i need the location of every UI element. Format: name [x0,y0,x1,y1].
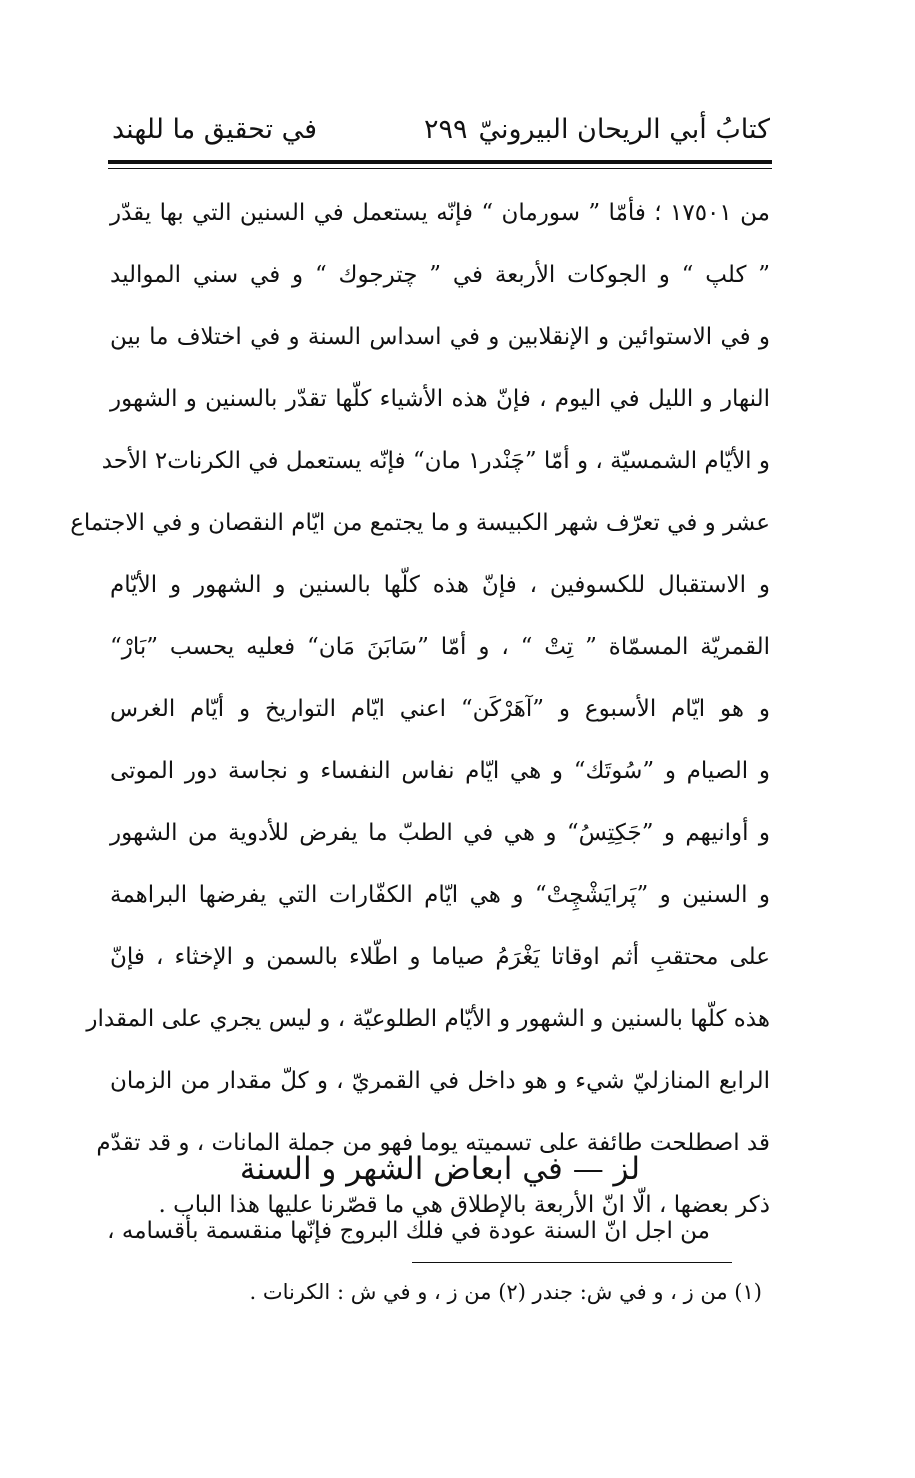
text-line: النهار و الليل في اليوم ، فإنّ هذه الأشياء كلّها تقدّر بالسنين و الشهور [110,386,770,412]
text-line: و في الاستوائين و الإنقلابين و في اسداس السنة و في اختلاف ما بين [110,324,770,350]
text-line: و السنين و ”پَرايَشْچِتْ“ و هي ايّام الكفّارات التي يفرضها البراهمة [110,882,770,908]
text-line: على محتقبِ أثم اوقاتا يَغْرَمُ صياما و اطّلاء بالسمن و الإخثاء ، فإنّ [110,944,770,970]
footnote-rule [412,1262,732,1263]
main-text [70,182,771,1236]
text-line: قد اصطلحت طائفة على تسميته يوما فهو من جملة المانات ، و قد تقدّم [96,1130,770,1156]
text-line: عشر و في تعرّف شهر الكبيسة و ما يجتمع من ايّام النقصان و في الاجتماع [70,510,770,536]
page-number: ٢٩٩ [424,114,468,145]
header-book-title: كتابُ أبي الريحان البيرونيّ [478,114,770,145]
text-line: ” كلپ “ و الجوكات الأربعة في ” چترجوك “ و في سني المواليد [110,262,770,288]
text-line: و أوانيهم و ”جَكِتِسُ“ و هي في الطبّ ما يفرض للأدوية من الشهور [110,820,770,846]
text-line: و الصيام و ”سُوتَك“ و هي ايّام نفاس النفساء و نجاسة دور الموتى [110,758,770,784]
header-work-title: في تحقيق ما للهند [112,114,318,145]
text-line: ذكر بعضها ، الّا انّ الأربعة بالإطلاق هي ما قصّرنا عليها هذا الباب . [158,1192,770,1218]
text-line: و الاستقبال للكسوفين ، فإنّ هذه كلّها بالسنين و الشهور و الأيّام [110,572,770,598]
running-header [112,108,770,152]
text-line: الرابع المنازليّ شيء و هو داخل في القمريّ ، و كلّ مقدار من الزمان [110,1068,770,1094]
header-rule-thick [108,160,772,164]
chapter-first-line: من اجل انّ السنة عودة في فلك البروج فإنّها منقسمة بأقسامه ، [107,1218,710,1244]
header-rule-thin [108,168,772,169]
text-line: و الأيّام الشمسيّة ، و أمّا ”چَنْدر١ مان“ فإنّه يستعمل في الكرنات٢ الأحد [101,448,770,474]
footnotes: (١) من ز ، و في ش: جندر (٢) من ز ، و في ش : الكرنات . [249,1280,762,1304]
text-line: القمريّة المسمّاة ” تِتْ “ ، و أمّا ”سَابَنَ مَان“ فعليه يحسب ”بَارْ“ [110,634,770,660]
text-line: من ١٧٥٠١ ؛ فأمّا ” سورمان “ فإنّه يستعمل في السنين التي بها يقدّر [110,200,771,226]
text-line: و هو ايّام الأسبوع و ”آهَرْكَن“ اعني ايّام التواريخ و أيّام الغرس [110,696,770,722]
text-line: هذه كلّها بالسنين و الشهور و الأيّام الطلوعيّة ، و ليس يجري على المقدار [86,1006,770,1032]
chapter-heading: لز — في ابعاض الشهر و السنة [239,1151,641,1187]
